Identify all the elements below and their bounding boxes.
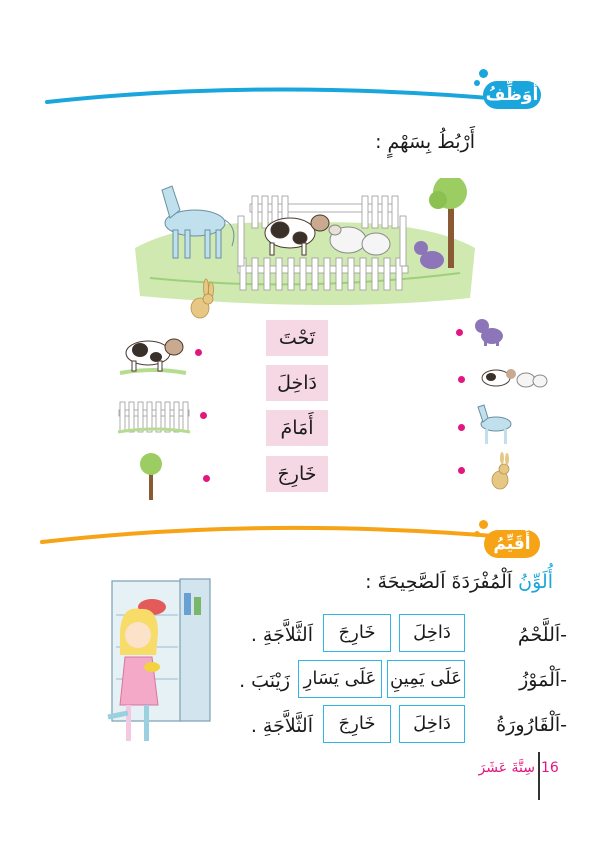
match-dot-right[interactable] (456, 329, 463, 336)
section2-badge: أُقَيِّمُ (484, 530, 540, 558)
row-subject: -اَللَّحْمُ (517, 624, 567, 646)
instruction-text: أَرْبُطُ بِسَهْمٍ : (375, 131, 475, 153)
word-card-outside[interactable]: خَارِجَ (266, 456, 328, 492)
section2-instruction (365, 571, 553, 593)
fence-image (118, 400, 190, 434)
bubble-decoration (474, 531, 480, 537)
bubble-decoration (479, 520, 488, 529)
row-subject: -اَلْقَارُورَةُ (496, 714, 567, 736)
option-box[interactable]: دَاخِلَ (399, 614, 465, 652)
row-tail: اَلثَّلاَّجَةِ . (250, 715, 313, 737)
section1-swoosh (45, 84, 515, 110)
match-dot-left[interactable] (203, 475, 210, 482)
cow-and-sheep-image (478, 364, 548, 392)
rabbit-image (488, 452, 514, 490)
page-number: 16 (541, 760, 559, 776)
row-subject: -اَلْمَوْزُ (519, 669, 567, 691)
horse-image (472, 404, 518, 446)
option-box[interactable]: عَلَى يَسَارِ (298, 660, 382, 698)
match-dot-left[interactable] (195, 349, 202, 356)
tree-image (136, 452, 166, 500)
farm-scene-illustration (130, 178, 480, 323)
instruction-text: اَلْمُفْرَدَةَ اَلصَّحِيحَةَ : (365, 571, 513, 593)
match-dot-right[interactable] (458, 376, 465, 383)
section1-instruction (375, 131, 475, 153)
page-divider (538, 752, 540, 800)
option-box[interactable]: دَاخِلَ (399, 705, 465, 743)
cow-image (118, 325, 188, 380)
page-number-word: سِتَّةَ عَشَرَ (478, 760, 535, 776)
option-box[interactable]: عَلَى يَمِينِ (387, 660, 465, 698)
row-tail: زَيْنَبَ . (239, 670, 290, 692)
match-dot-right[interactable] (458, 467, 465, 474)
option-box[interactable]: خَارِجَ (323, 705, 391, 743)
bubble-decoration (479, 69, 488, 78)
word-card-inside[interactable]: دَاخِلَ (266, 365, 328, 401)
girl-and-fridge-illustration (100, 575, 220, 750)
word-card-under[interactable]: تَحْتَ (266, 320, 328, 356)
match-dot-right[interactable] (458, 424, 465, 431)
instruction-verb: أُلَوِّنُ (518, 571, 553, 593)
bubble-decoration (474, 80, 480, 86)
dog-image (472, 316, 506, 346)
row-tail: اَلثَّلاَّجَةِ . (250, 624, 313, 646)
word-card-front[interactable]: أَمَامَ (266, 410, 328, 446)
section1-badge: أُوَظِّفُ (483, 81, 541, 109)
section2-swoosh (40, 520, 520, 548)
match-dot-left[interactable] (200, 412, 207, 419)
option-box[interactable]: خَارِجَ (323, 614, 391, 652)
